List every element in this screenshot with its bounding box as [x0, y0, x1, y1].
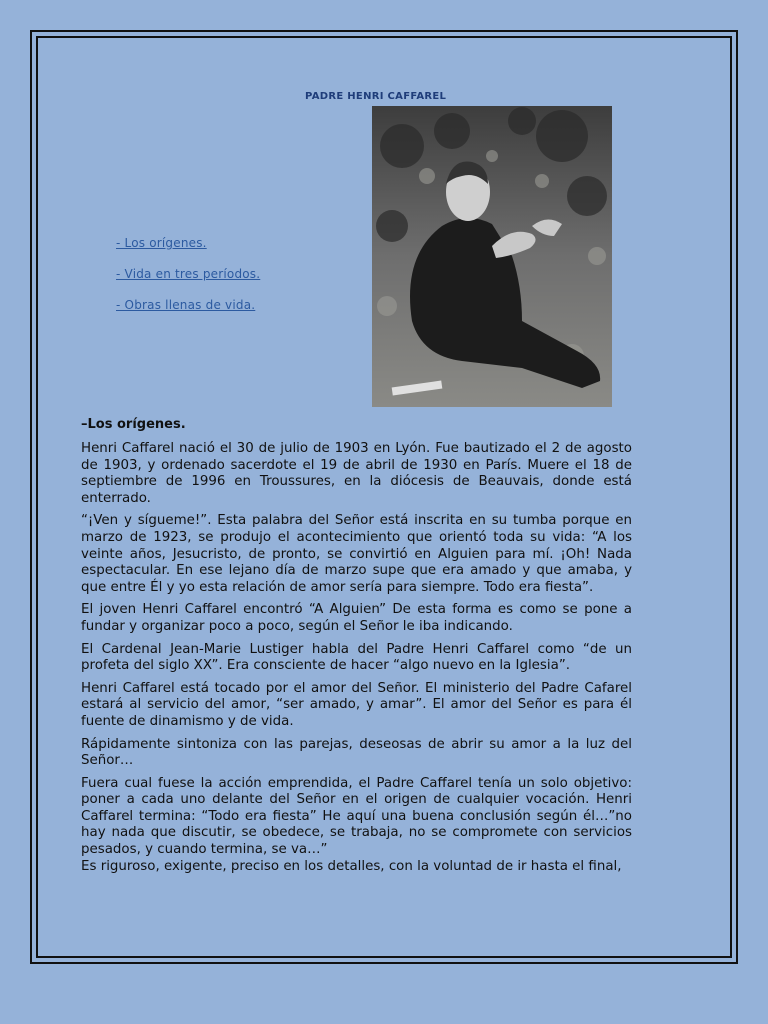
paragraph: Fuera cual fuese la acción emprendida, el Padre Caffarel tenía un solo objetivo: poner a cada uno delante del Señor en el origen de cualquier vocación. Henri Caffarel termina: “Todo era fiesta” He aquí una buena conclusión según él…”no hay nada que discutir, se obedece, se trabaja, no se compromete con servicios pesados, y cuando termina, se va…”	[81, 775, 632, 858]
paragraph: El joven Henri Caffarel encontró “A Alguien” De esta forma es como se pone a fundar y organizar poco a poco, según el Señor le iba indicando.	[81, 602, 632, 634]
paragraph: “¡Ven y sígueme!”. Esta palabra del Señor está inscrita en su tumba porque en marzo de 1923, se produjo el acontecimiento que orientó toda su vida: “A los veinte años, Jesucristo, de pronto, se convirtió en Alguien para mí. ¡Oh! Nada espectacular. En ese lejano día de marzo supe que era amado y que amaba, y que entre Él y yo esta relación de amor sería para siempre. Todo era fiesta”.	[81, 513, 632, 595]
article-body	[81, 441, 632, 875]
portrait-photo	[372, 106, 612, 407]
paragraph: El Cardenal Jean-Marie Lustiger habla del Padre Henri Caffarel como “de un profeta del siglo XX”. Era consciente de hacer “algo nuevo en la Iglesia”.	[81, 641, 632, 674]
paragraph: Rápidamente sintoniza con las parejas, deseosas de abrir su amor a la luz del Señor…	[81, 736, 632, 769]
paragraph: Henri Caffarel está tocado por el amor del Señor. El ministerio del Padre Cafarel estará al servicio del amor, “ser amado, y amar”. El amor del Señor es para él fuente de dinamismo y de vida.	[81, 680, 632, 729]
toc-link-origenes[interactable]: - Los orígenes.	[116, 236, 207, 250]
paragraph: Es riguroso, exigente, preciso en los detalles, con la voluntad de ir hasta el final,	[81, 858, 622, 874]
toc-link-obras-llenas-de-vida[interactable]: - Obras llenas de vida.	[116, 298, 256, 312]
portrait-image	[372, 106, 612, 407]
paragraph: Henri Caffarel nació el 30 de julio de 1903 en Lyón. Fue bautizado el 2 de agosto de 1903, y ordenado sacerdote el 19 de abril de 1930 en París. Muere el 18 de septiembre de 1996 en Troussures, en la diócesis de Beauvais, donde está enterrado.	[81, 441, 632, 506]
table-of-contents	[116, 236, 260, 329]
section-heading: –Los orígenes.	[81, 417, 186, 432]
page-title: PADRE HENRI CAFFAREL	[305, 91, 447, 102]
toc-link-vida-tres-periodos[interactable]: - Vida en tres períodos.	[116, 267, 261, 281]
